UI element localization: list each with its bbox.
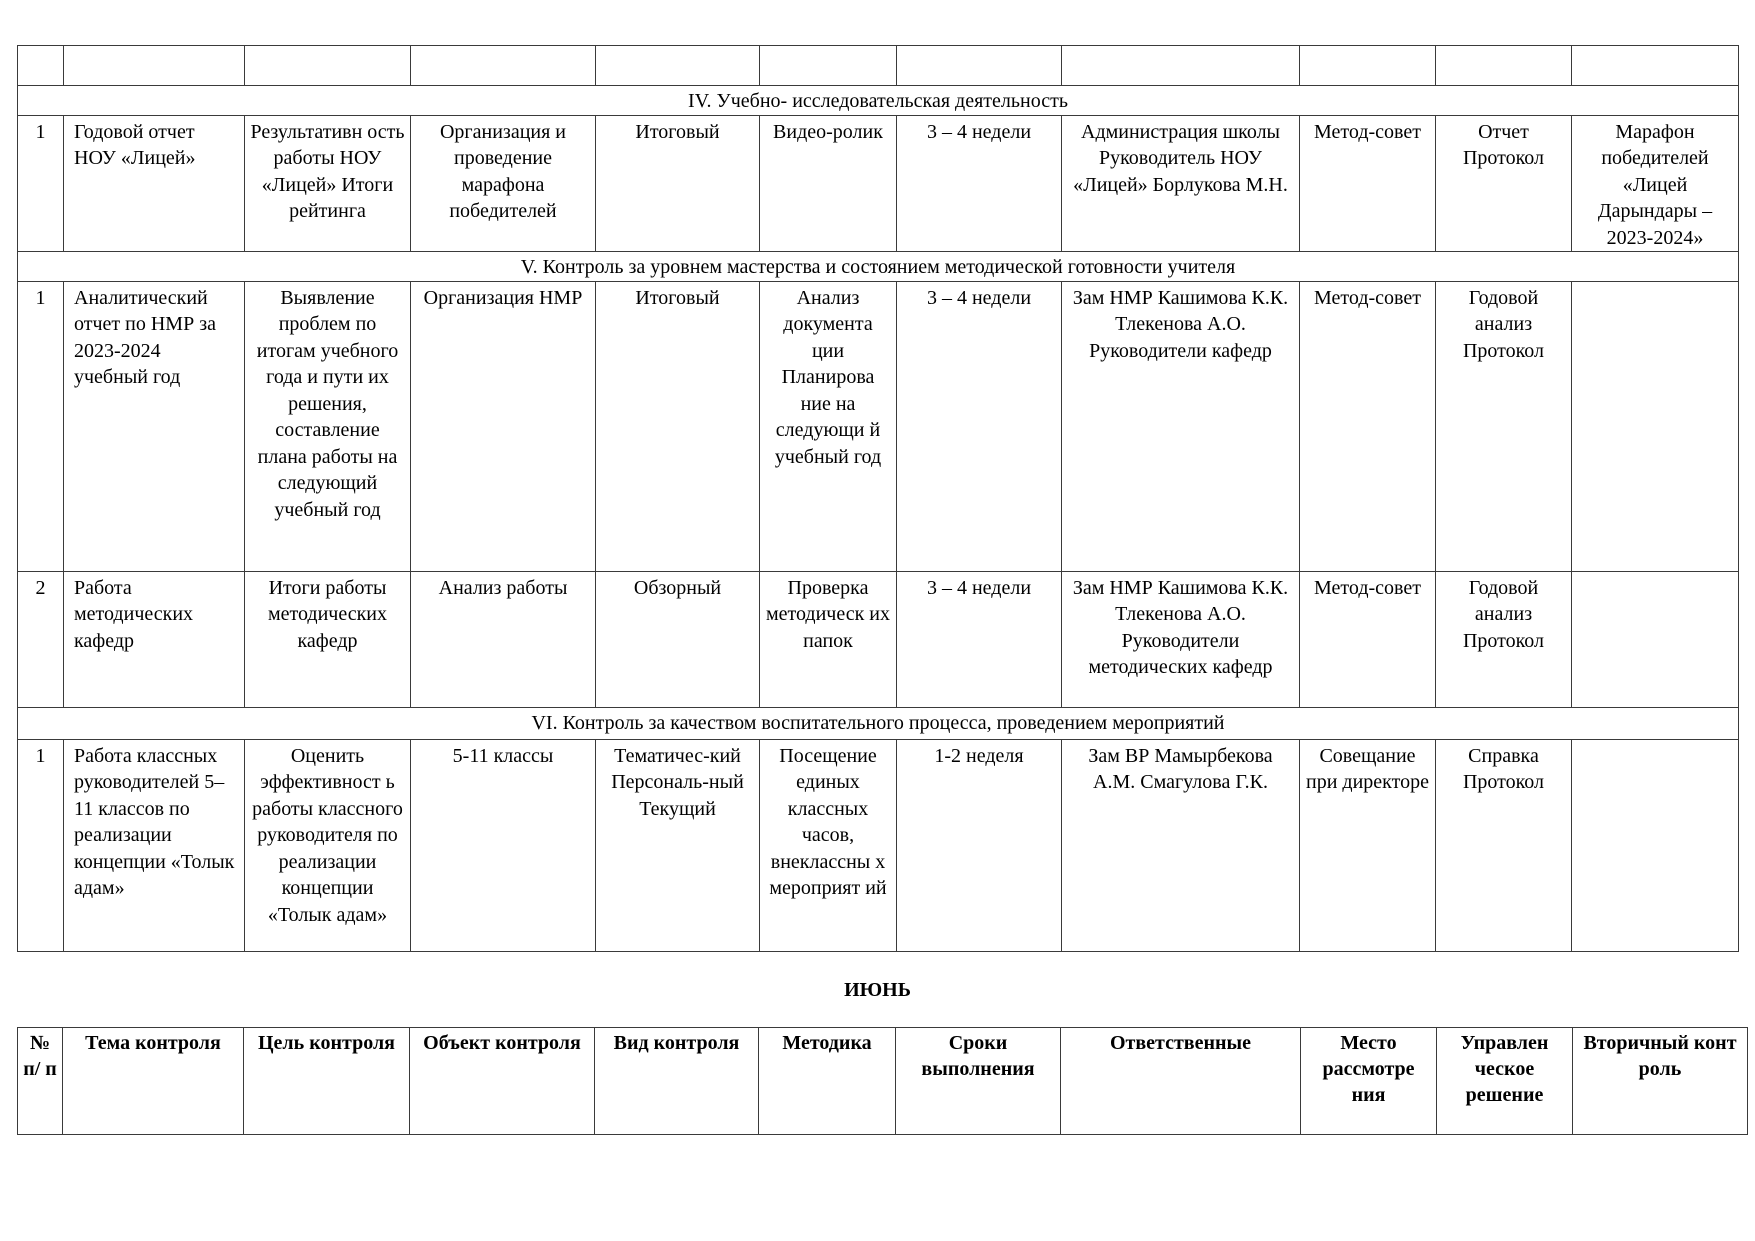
header-method: Методика (759, 1028, 896, 1135)
row-goal: Итоги работы методических кафедр (245, 571, 411, 707)
row-method: Анализ документа ции Планирова ние на следующи й учебный год (760, 281, 897, 571)
control-plan-table (17, 45, 1739, 952)
row-object: Анализ работы (411, 571, 596, 707)
table-row (18, 571, 1739, 707)
row-method: Проверка методическ их папок (760, 571, 897, 707)
header-object: Объект контроля (410, 1028, 595, 1135)
header-deadline: Сроки выполнения (896, 1028, 1061, 1135)
row-decision: Годовой анализ Протокол (1436, 571, 1572, 707)
row-deadline: 3 – 4 недели (897, 571, 1062, 707)
header-secondary: Вторичный конт роль (1573, 1028, 1748, 1135)
section-header-row (18, 707, 1739, 739)
section-title: V. Контроль за уровнем мастерства и состоянием методической готовности учителя (18, 252, 1739, 282)
table-row (18, 115, 1739, 252)
row-responsible: Зам НМР Кашимова К.К. Тлекенова А.О. Руководители кафедр (1062, 281, 1300, 571)
row-deadline: 3 – 4 недели (897, 281, 1062, 571)
row-place: Метод-совет (1300, 281, 1436, 571)
header-goal: Цель контроля (244, 1028, 410, 1135)
row-place: Метод-совет (1300, 115, 1436, 252)
row-goal: Результативн ость работы НОУ «Лицей» Итоги рейтинга (245, 115, 411, 252)
section-title: IV. Учебно- исследовательская деятельность (18, 86, 1739, 116)
header-number: № п/ п (18, 1028, 63, 1135)
row-place: Метод-совет (1300, 571, 1436, 707)
row-type: Тематичес-кий Персональ-ный Текущий (596, 739, 760, 951)
row-goal: Выявление проблем по итогам учебного года и пути их решения, составление плана работы на следующий учебный год (245, 281, 411, 571)
row-responsible: Администрация школы Руководитель НОУ «Лицей» Борлукова М.Н. (1062, 115, 1300, 252)
section-header-row (18, 86, 1739, 116)
row-type: Итоговый (596, 115, 760, 252)
section-header-row (18, 252, 1739, 282)
empty-cell (18, 46, 64, 86)
row-topic: Аналитический отчет по НМР за 2023-2024 учебный год (64, 281, 245, 571)
empty-cell (1436, 46, 1572, 86)
empty-cell (760, 46, 897, 86)
row-secondary (1572, 571, 1739, 707)
row-secondary: Марафон победителей «Лицей Дарындары – 2023-2024» (1572, 115, 1739, 252)
empty-cell (1572, 46, 1739, 86)
empty-cell (245, 46, 411, 86)
header-topic: Тема контроля (63, 1028, 244, 1135)
row-method: Посещение единых классных часов, внеклассны х мероприят ий (760, 739, 897, 951)
row-type: Обзорный (596, 571, 760, 707)
row-secondary (1572, 739, 1739, 951)
table-row (18, 281, 1739, 571)
row-decision: Отчет Протокол (1436, 115, 1572, 252)
row-responsible: Зам ВР Мамырбекова А.М. Смагулова Г.К. (1062, 739, 1300, 951)
row-place: Совещание при директоре (1300, 739, 1436, 951)
row-object: 5-11 классы (411, 739, 596, 951)
row-number: 2 (18, 571, 64, 707)
row-decision: Справка Протокол (1436, 739, 1572, 951)
row-number: 1 (18, 281, 64, 571)
section-title: VI. Контроль за качеством воспитательного процесса, проведением мероприятий (18, 707, 1739, 739)
row-object: Организация НМР (411, 281, 596, 571)
header-decision: Управлен ческое решение (1437, 1028, 1573, 1135)
header-type: Вид контроля (595, 1028, 759, 1135)
empty-cell (1300, 46, 1436, 86)
empty-cell (1062, 46, 1300, 86)
empty-cell (64, 46, 245, 86)
row-number: 1 (18, 739, 64, 951)
row-topic: Работа классных руководителей 5–11 классов по реализации концепции «Толык адам» (64, 739, 245, 951)
header-responsible: Ответственные (1061, 1028, 1301, 1135)
empty-cell (596, 46, 760, 86)
row-responsible: Зам НМР Кашимова К.К. Тлекенова А.О. Руководители методических кафедр (1062, 571, 1300, 707)
row-deadline: 3 – 4 недели (897, 115, 1062, 252)
row-number: 1 (18, 115, 64, 252)
row-deadline: 1-2 неделя (897, 739, 1062, 951)
row-secondary (1572, 281, 1739, 571)
empty-cell (897, 46, 1062, 86)
row-type: Итоговый (596, 281, 760, 571)
header-place: Место рассмотре ния (1301, 1028, 1437, 1135)
row-topic: Работа методических кафедр (64, 571, 245, 707)
table-row (18, 739, 1739, 951)
month-title: ИЮНЬ (844, 979, 911, 1001)
empty-cell (411, 46, 596, 86)
june-header-row (18, 1028, 1748, 1135)
row-goal: Оценить эффективност ь работы классного руководителя по реализации концепции «Толык адам» (245, 739, 411, 951)
row-topic: Годовой отчет НОУ «Лицей» (64, 115, 245, 252)
empty-header-row (18, 46, 1739, 86)
row-object: Организация и проведение марафона победителей (411, 115, 596, 252)
row-method: Видео-ролик (760, 115, 897, 252)
june-header-table (17, 1027, 1748, 1135)
row-decision: Годовой анализ Протокол (1436, 281, 1572, 571)
